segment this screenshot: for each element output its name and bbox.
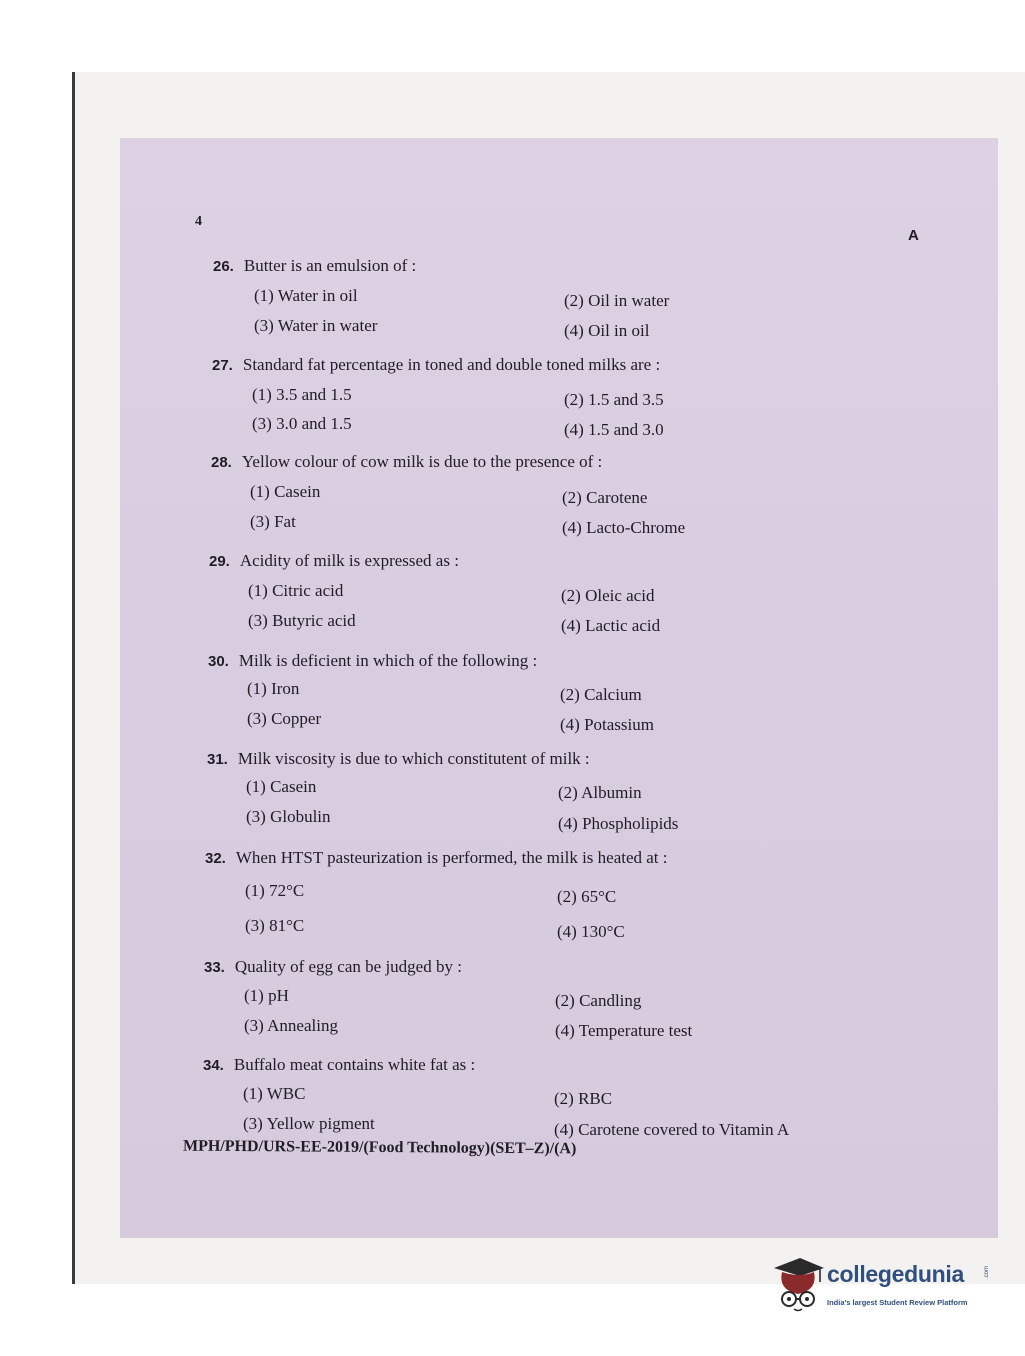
- option: (1) Citric acid: [248, 581, 344, 600]
- question-text: Quality of egg can be judged by :: [234, 957, 462, 976]
- option: (2) Oleic acid: [561, 586, 655, 605]
- option: (3) 81°C: [245, 916, 305, 935]
- option: (3) Annealing: [244, 1016, 338, 1035]
- option: (1) Casein: [250, 482, 321, 501]
- question-number: 32.: [205, 850, 226, 867]
- option: (4) Lacto-Chrome: [562, 518, 686, 537]
- logo-tagline: India's largest Student Review Platform: [827, 1298, 968, 1307]
- set-letter: A: [908, 227, 919, 244]
- option: (3) Globulin: [246, 807, 331, 826]
- option: (1) 3.5 and 1.5: [252, 385, 352, 404]
- option: (4) Phospholipids: [558, 814, 679, 833]
- option: (3) Yellow pigment: [243, 1114, 375, 1133]
- question-number: 27.: [212, 357, 233, 374]
- option: (4) Potassium: [560, 715, 654, 734]
- question-number: 30.: [208, 653, 229, 670]
- option: (4) 130°C: [557, 922, 625, 941]
- collegedunia-logo[interactable]: [770, 1252, 1010, 1314]
- option: (1) Casein: [246, 777, 317, 796]
- logo-wordmark: collegedunia: [827, 1261, 964, 1287]
- question-text: Buffalo meat contains white fat as :: [233, 1055, 476, 1074]
- question-text: When HTST pasteurization is performed, the milk is heated at :: [235, 848, 668, 867]
- scan-edge: [72, 72, 75, 1284]
- question-33: [204, 957, 462, 977]
- question-28: [211, 452, 602, 472]
- logo-suffix: .com: [984, 1266, 990, 1280]
- option: (2) Calcium: [560, 685, 642, 704]
- option: (1) pH: [244, 986, 289, 1005]
- option: (2) Carotene: [562, 488, 648, 507]
- option: (4) Temperature test: [555, 1021, 693, 1040]
- question-text: Yellow colour of cow milk is due to the presence of :: [241, 452, 603, 471]
- question-26: [213, 256, 416, 276]
- question-text: Butter is an emulsion of :: [243, 256, 417, 275]
- graduate-mascot-icon: [770, 1252, 826, 1312]
- question-number: 34.: [203, 1057, 224, 1074]
- question-30: [208, 651, 537, 671]
- option: (1) Iron: [247, 679, 300, 698]
- question-29: [209, 551, 459, 571]
- option: (3) Butyric acid: [248, 611, 356, 630]
- page-number: 4: [195, 214, 202, 229]
- question-number: 28.: [211, 454, 232, 471]
- question-text: Acidity of milk is expressed as :: [239, 551, 459, 570]
- option: (2) 65°C: [557, 887, 617, 906]
- option: (2) Oil in water: [564, 291, 670, 310]
- option: (2) 1.5 and 3.5: [564, 390, 664, 409]
- option: (1) Water in oil: [254, 286, 358, 305]
- option: (4) Oil in oil: [564, 321, 650, 340]
- option: (1) WBC: [243, 1084, 306, 1103]
- question-text: Milk is deficient in which of the following :: [238, 651, 538, 670]
- question-number: 29.: [209, 553, 230, 570]
- option: (2) Albumin: [558, 783, 642, 802]
- question-34: [203, 1055, 475, 1075]
- option: (3) Copper: [247, 709, 322, 728]
- question-text: Milk viscosity is due to which constitutent of milk :: [237, 749, 590, 768]
- question-number: 31.: [207, 751, 228, 768]
- question-number: 33.: [204, 959, 225, 976]
- option: (3) 3.0 and 1.5: [252, 414, 352, 433]
- option: (1) 72°C: [245, 881, 305, 900]
- question-text: Standard fat percentage in toned and double toned milks are :: [242, 355, 661, 374]
- paper-code-footer: MPH/PHD/URS-EE-2019/(Food Technology)(SET–Z)/(A): [182, 1137, 577, 1158]
- option: (4) Lactic acid: [561, 616, 661, 635]
- question-31: [207, 749, 590, 769]
- question-number: 26.: [213, 258, 234, 275]
- question-27: [212, 355, 660, 375]
- option: (2) Candling: [555, 991, 642, 1010]
- option: (3) Fat: [250, 512, 296, 531]
- option: (3) Water in water: [254, 316, 378, 335]
- option: (4) 1.5 and 3.0: [564, 420, 664, 439]
- question-32: [205, 848, 668, 868]
- option: (4) Carotene covered to Vitamin A: [554, 1120, 790, 1139]
- option: (2) RBC: [554, 1089, 613, 1108]
